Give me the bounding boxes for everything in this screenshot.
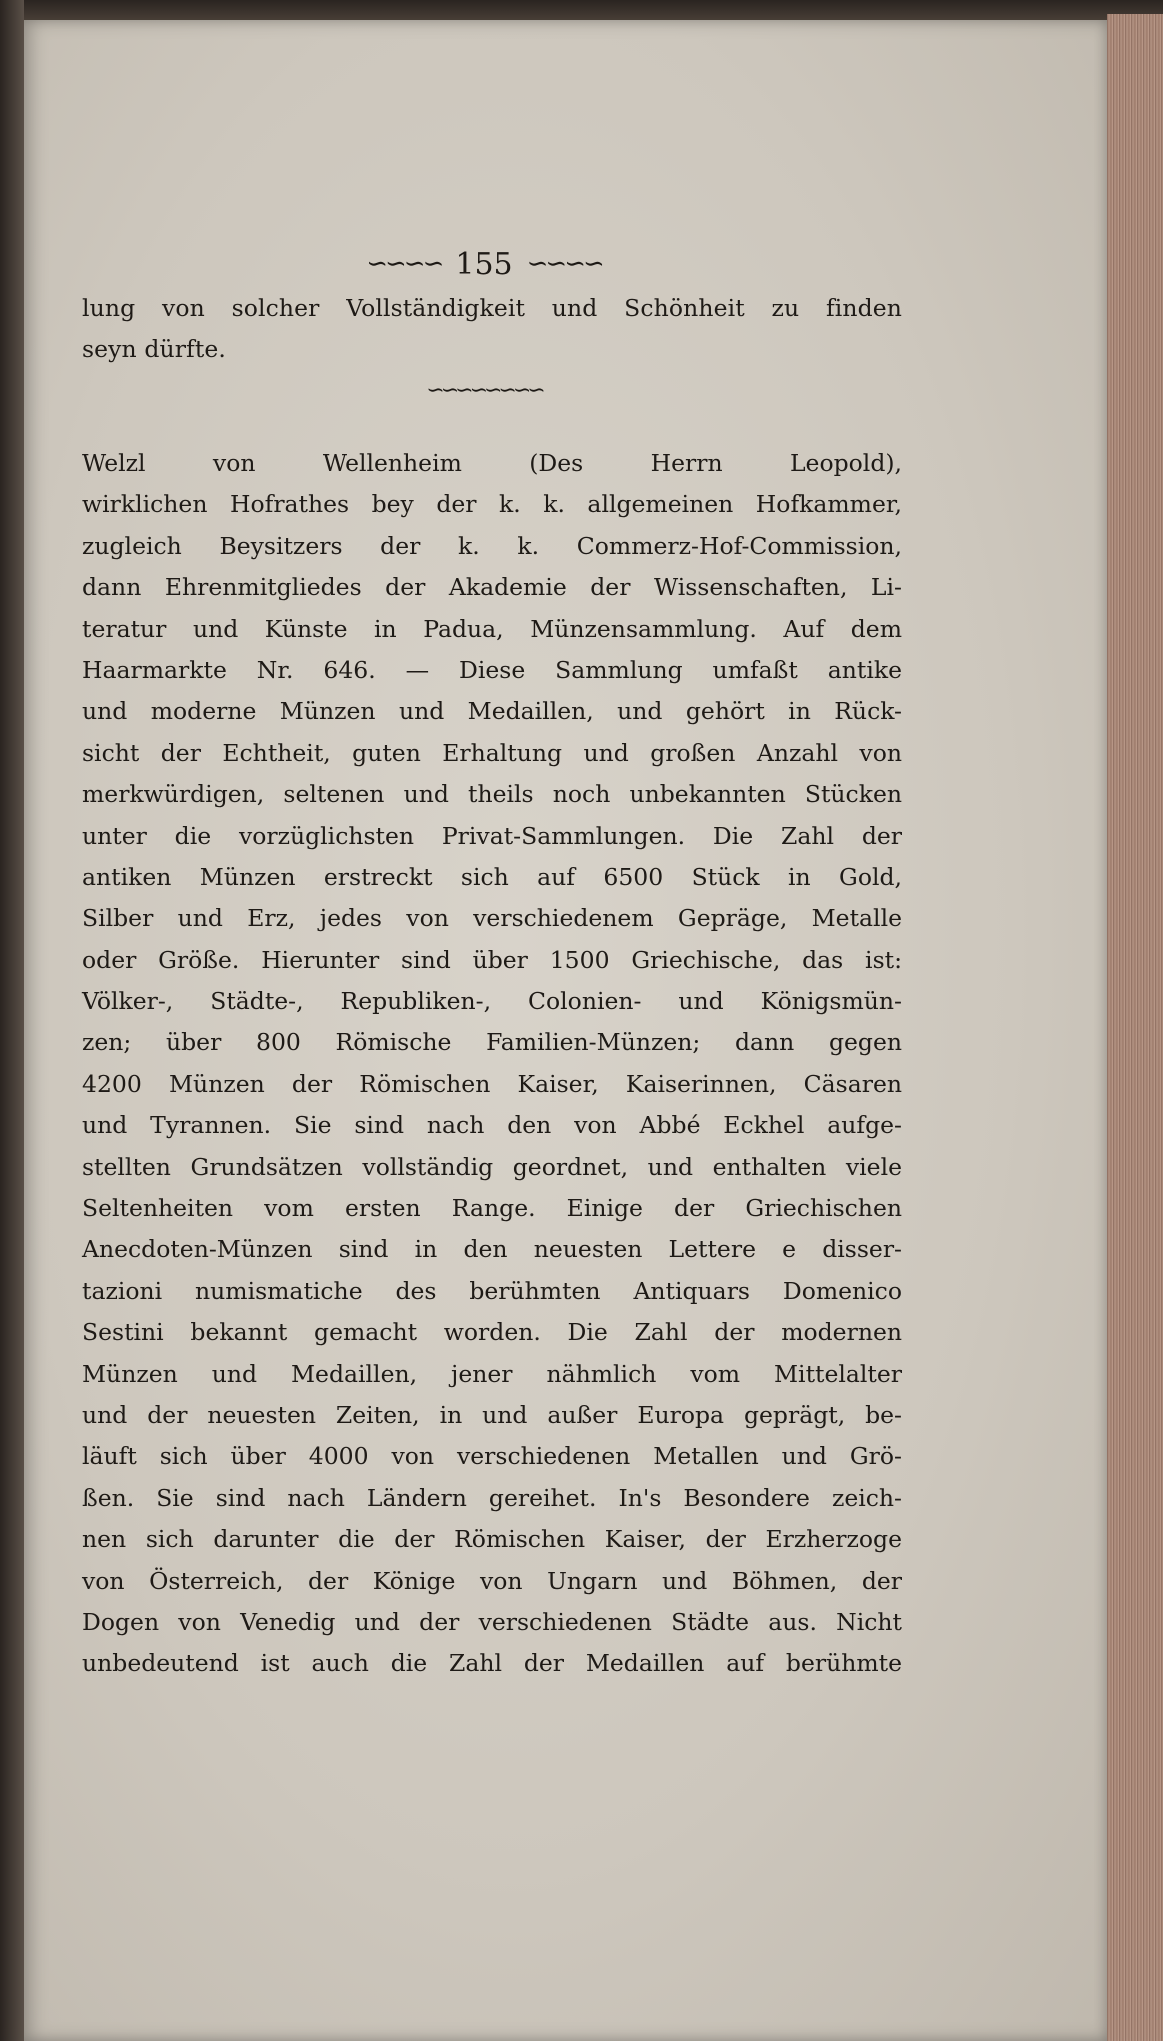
text-line: wirklichen Hofrathes bey der k. k. allgemeinen Hofkammer,: [82, 490, 902, 519]
page-number: 155: [455, 246, 513, 282]
text-line: Sestini bekannt gemacht worden. Die Zahl der modernen: [82, 1318, 902, 1347]
text-line: unter die vorzüglichsten Privat-Sammlungen. Die Zahl der: [82, 821, 902, 850]
text-line: und moderne Münzen und Medaillen, und gehört in Rück-: [82, 697, 902, 726]
text-line: nen sich darunter die der Römischen Kaiser, der Erzherzoge: [82, 1525, 902, 1554]
text-line: läuft sich über 4000 von verschiedenen Metallen und Grö-: [82, 1442, 902, 1471]
text-line: Völker-, Städte-, Republiken-, Colonien- und Königsmün-: [82, 987, 902, 1016]
text-line: teratur und Künste in Padua, Münzensammlung. Auf dem: [82, 614, 902, 643]
text-line: Silber und Erz, jedes von verschiedenem Gepräge, Metalle: [82, 904, 902, 933]
section-divider-ornament: ∽∽∽∽∽∽∽∽: [426, 378, 542, 403]
text-line: lung von solcher Vollständigkeit und Schönheit zu finden: [82, 294, 902, 322]
text-line: von Österreich, der Könige von Ungarn und Böhmen, der: [82, 1566, 902, 1595]
entry-paragraph: [82, 443, 902, 1685]
text-line: merkwürdigen, seltenen und theils noch unbekannten Stücken: [82, 780, 902, 809]
text-line: oder Größe. Hierunter sind über 1500 Griechische, das ist:: [82, 945, 902, 974]
text-line: 4200 Münzen der Römischen Kaiser, Kaiserinnen, Cäsaren: [82, 1069, 902, 1098]
text-line: seyn dürfte.: [82, 335, 226, 363]
text-line: zen; über 800 Römische Familien-Münzen; dann gegen: [82, 1028, 902, 1057]
text-line: antiken Münzen erstreckt sich auf 6500 Stück in Gold,: [82, 862, 902, 891]
binding-top-shadow: [0, 0, 1163, 22]
running-header: [334, 244, 634, 284]
text-line: und der neuesten Zeiten, in und außer Europa geprägt, be-: [82, 1400, 902, 1429]
header-ornament-right: ∽∽∽∽: [526, 249, 602, 279]
text-line: unbedeutend ist auch die Zahl der Medaillen auf berühmte: [82, 1649, 902, 1678]
text-line: ßen. Sie sind nach Ländern gereihet. In's Besondere zeich-: [82, 1483, 902, 1512]
text-line: zugleich Beysitzers der k. k. Commerz-Hof-Commission,: [82, 531, 902, 560]
text-line: Münzen und Medaillen, jener nähmlich vom Mittelalter: [82, 1359, 902, 1388]
text-line: und Tyrannen. Sie sind nach den von Abbé Eckhel aufge-: [82, 1111, 902, 1140]
continuation-paragraph: [82, 288, 902, 370]
text-line: sicht der Echtheit, guten Erhaltung und großen Anzahl von: [82, 738, 902, 767]
text-line: tazioni numismatiche des berühmten Antiquars Domenico: [82, 1276, 902, 1305]
text-line: stellten Grundsätzen vollständig geordnet, und enthalten viele: [82, 1152, 902, 1181]
text-line: Dogen von Venedig und der verschiedenen Städte aus. Nicht: [82, 1607, 902, 1636]
header-ornament-left: ∽∽∽∽: [366, 249, 442, 279]
book-page: [24, 20, 1107, 2041]
text-line: dann Ehrenmitgliedes der Akademie der Wissenschaften, Li-: [82, 573, 902, 602]
text-line: Anecdoten-Münzen sind in den neuesten Lettere e disser-: [82, 1235, 902, 1264]
text-line: Seltenheiten vom ersten Range. Einige der Griechischen: [82, 1194, 902, 1223]
page-fore-edge: [1107, 14, 1163, 2041]
text-line: Haarmarkte Nr. 646. — Diese Sammlung umfaßt antike: [82, 655, 902, 684]
text-line: Welzl von Wellenheim (Des Herrn Leopold),: [82, 449, 902, 477]
gutter-shadow: [0, 0, 24, 2041]
